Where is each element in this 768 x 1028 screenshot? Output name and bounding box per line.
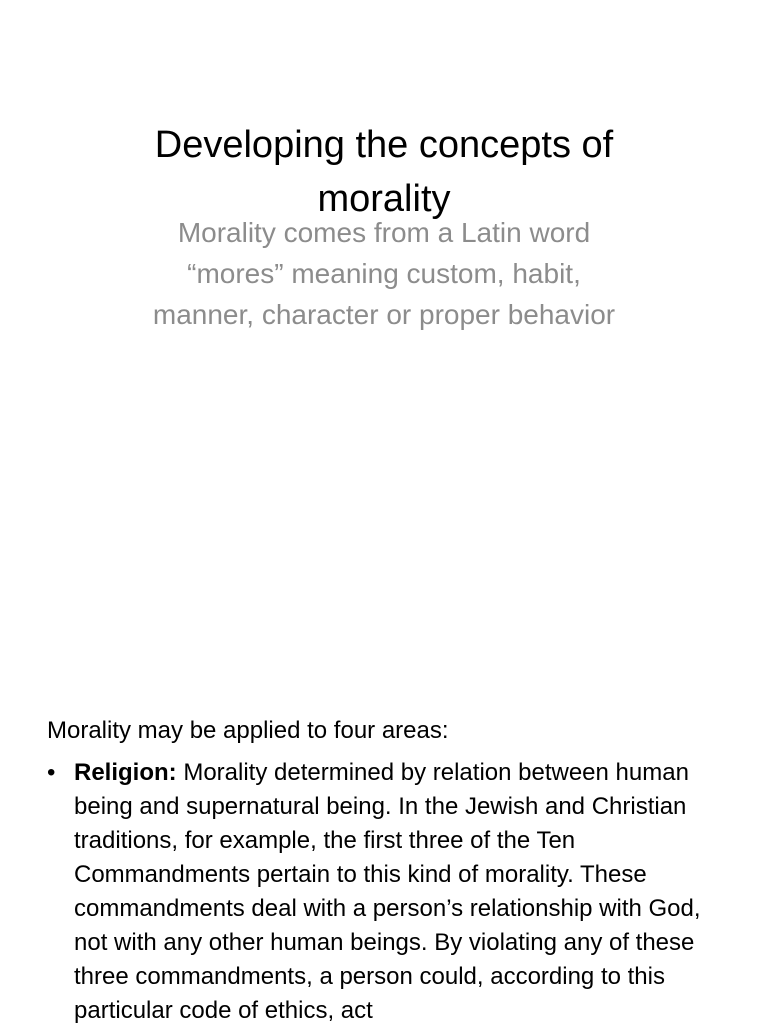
bullet-list	[47, 756, 727, 1028]
subtitle-line-2: “mores” meaning custom, habit,	[187, 258, 581, 289]
section-heading: Morality may be applied to four areas:	[47, 717, 449, 744]
slide-title	[84, 118, 684, 226]
bullet-term: Religion:	[74, 759, 177, 786]
title-line-2: morality	[317, 178, 451, 220]
subtitle-line-3: manner, character or proper behavior	[152, 299, 616, 330]
title-line-1: Developing the concepts of	[154, 124, 614, 166]
bullet-text: Morality determined by relation between human being and supernatural being. In the Jewish and Christian traditions, for example, the first three of the Ten Commandments pertain to this kind of morality. These commandments deal with a person’s relationship with God, not with any other human beings. By violating any of these three commandments, a person could, according to this particular code of ethics, act	[74, 759, 701, 1024]
subtitle-line-1: Morality comes from a Latin word	[177, 217, 591, 248]
bullet-item-religion	[47, 756, 727, 1028]
slide-subtitle	[84, 212, 684, 335]
bullet-icon: •	[47, 759, 56, 786]
